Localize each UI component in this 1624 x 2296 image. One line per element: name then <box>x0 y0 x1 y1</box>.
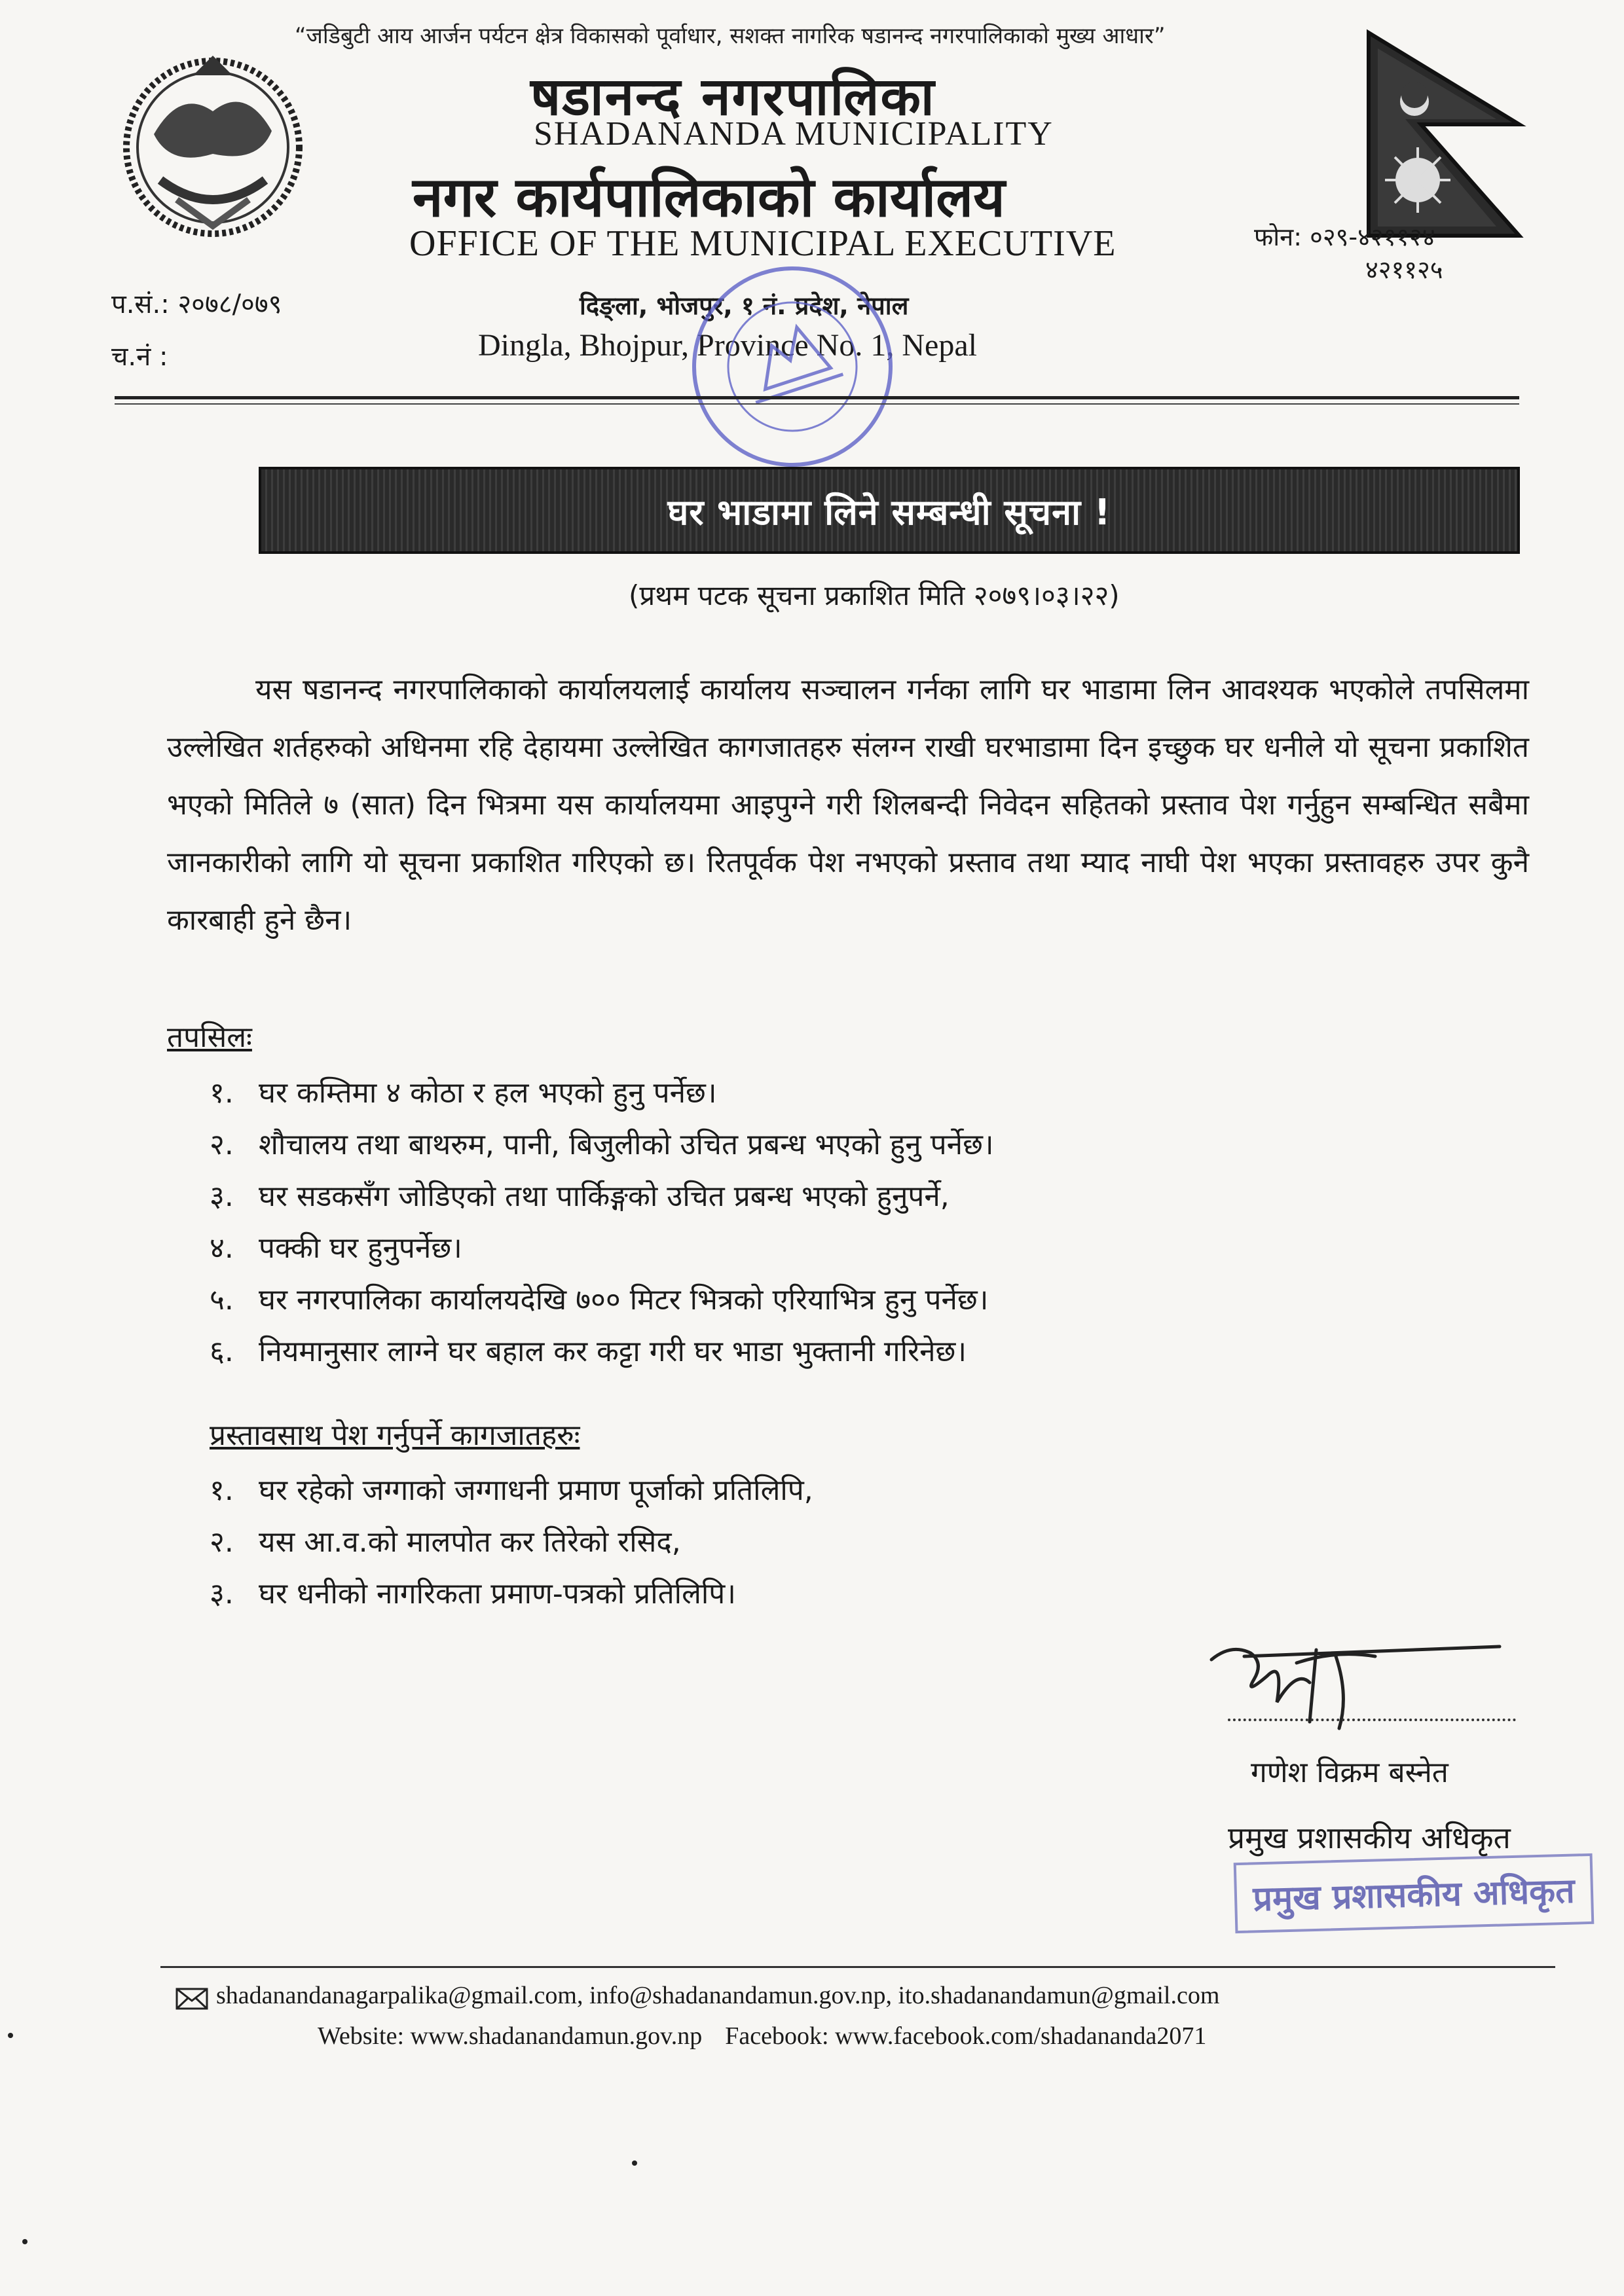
publication-date: (प्रथम पटक सूचना प्रकाशित मिति २०७९।०३।२२) <box>629 579 1120 611</box>
header-divider-thin <box>115 403 1519 405</box>
envelope-icon <box>175 1988 208 2010</box>
scan-speck <box>632 2160 637 2166</box>
conditions-heading: तपसिलः <box>167 1021 252 1054</box>
signatory-name: गणेश विक्रम बस्नेत <box>1251 1756 1449 1789</box>
footer-website: Website: www.shadanandamun.gov.np <box>318 2022 703 2050</box>
designation-stamp: प्रमुख प्रशासकीय अधिकृत <box>1234 1853 1595 1933</box>
documents-heading: प्रस्तावसाथ पेश गर्नुपर्ने कागजातहरुः <box>210 1419 580 1452</box>
notice-title-banner <box>259 467 1520 554</box>
dispatch-number: च.नं : <box>111 342 168 372</box>
list-item: १. घर कम्तिमा ४ कोठा र हल भएको हुनु पर्नेछ। <box>210 1076 717 1110</box>
notice-title: घर भाडामा लिने सम्बन्धी सूचना ! <box>667 491 1111 533</box>
phone-number-2: ४२११२५ <box>1365 255 1443 284</box>
list-item: ३. घर धनीको नागरिकता प्रमाण-पत्रको प्रतिलिपि। <box>210 1577 736 1611</box>
nepal-flag-icon <box>1362 26 1532 242</box>
phone-number-1: फोन: ०२९-४२११२४ <box>1254 223 1435 251</box>
address-nepali: दिङ्ला, भोजपुर, १ नं. प्रदेश, नेपाल <box>580 291 909 320</box>
header-divider <box>115 396 1519 399</box>
footer-facebook: Facebook: www.facebook.com/shadananda2071 <box>725 2022 1207 2050</box>
scan-speck <box>22 2239 28 2244</box>
notice-body <box>167 661 1529 949</box>
list-item: ५. घर नगरपालिका कार्यालयदेखि ७०० मिटर भित्रको एरियाभित्र हुनु पर्नेछ। <box>210 1283 989 1317</box>
list-item: २. शौचालय तथा बाथरुम, पानी, बिजुलीको उचित प्रबन्ध भएको हुनु पर्नेछ। <box>210 1128 994 1161</box>
office-seal-stamp <box>668 255 917 478</box>
list-item: ६. नियमानुसार लाग्ने घर बहाल कर कट्टा गरी घर भाडा भुक्तानी गरिनेछ। <box>210 1335 967 1368</box>
signatory-title: प्रमुख प्रशासकीय अधिकृत <box>1228 1820 1511 1855</box>
government-emblem-icon <box>115 49 311 246</box>
office-name-english: OFFICE OF THE MUNICIPAL EXECUTIVE <box>409 223 1116 264</box>
scan-speck <box>8 2033 13 2038</box>
list-item: ४. पक्की घर हुनुपर्नेछ। <box>210 1231 462 1265</box>
footer-web <box>318 2022 1206 2050</box>
office-name-nepali: नगर कार्यपालिकाको कार्यालय <box>413 165 1005 229</box>
address-english: Dingla, Bhojpur, Province No. 1, Nepal <box>478 328 977 363</box>
municipality-name-english: SHADANANDA MUNICIPALITY <box>534 115 1054 153</box>
list-item: २. यस आ.व.को मालपोत कर तिरेको रसिद, <box>210 1525 681 1559</box>
signature-line <box>1228 1719 1516 1721</box>
footer-divider <box>160 1966 1555 1968</box>
reference-number: प.सं.: २०७८/०७९ <box>111 289 282 319</box>
list-item: ३. घर सडकसँग जोडिएको तथा पार्किङ्गको उचित प्रबन्ध भएको हुनुपर्ने, <box>210 1180 950 1213</box>
footer-emails: shadanandanagarpalika@gmail.com, info@shadanandamun.gov.np, ito.shadanandamun@gmail.com <box>216 1982 1220 2009</box>
list-item: १. घर रहेको जग्गाको जग्गाधनी प्रमाण पूर्जाको प्रतिलिपि, <box>210 1474 813 1507</box>
municipality-name-nepali: षडानन्द नगरपालिका <box>530 66 936 127</box>
notice-body-text: यस षडानन्द नगरपालिकाको कार्यालयलाई कार्यालय सञ्चालन गर्नका लागि घर भाडामा लिन आवश्यक भएकोले तपसिलमा उल्लेखित शर्तहरुको अधिनमा रहि देहायमा उल्लेखित कागजातहरु संलग्न राखी घरभाडामा दिन इच्छुक घर धनीले यो सूचना प्रकाशित भएको मितिले ७ (सात) दिन भित्रमा यस कार्यालयमा आइपुग्ने गरी शिलबन्दी निवेदन सहितको प्रस्ताव पेश गर्नुहुन सम्बन्धित सबैमा जानकारीको लागि यो सूचना प्रकाशित गरिएको छ। रितपूर्वक पेश नभएको प्रस्ताव तथा म्याद नाघी पेश भएका प्रस्तावहरु उपर कुनै कारबाही हुने छैन। <box>167 673 1529 937</box>
header-motto: “जडिबुटी आय आर्जन पर्यटन क्षेत्र विकासको पूर्वाधार, सशक्त नागरिक षडानन्द नगरपालिकाको मुख्य आधार” <box>295 23 1166 49</box>
